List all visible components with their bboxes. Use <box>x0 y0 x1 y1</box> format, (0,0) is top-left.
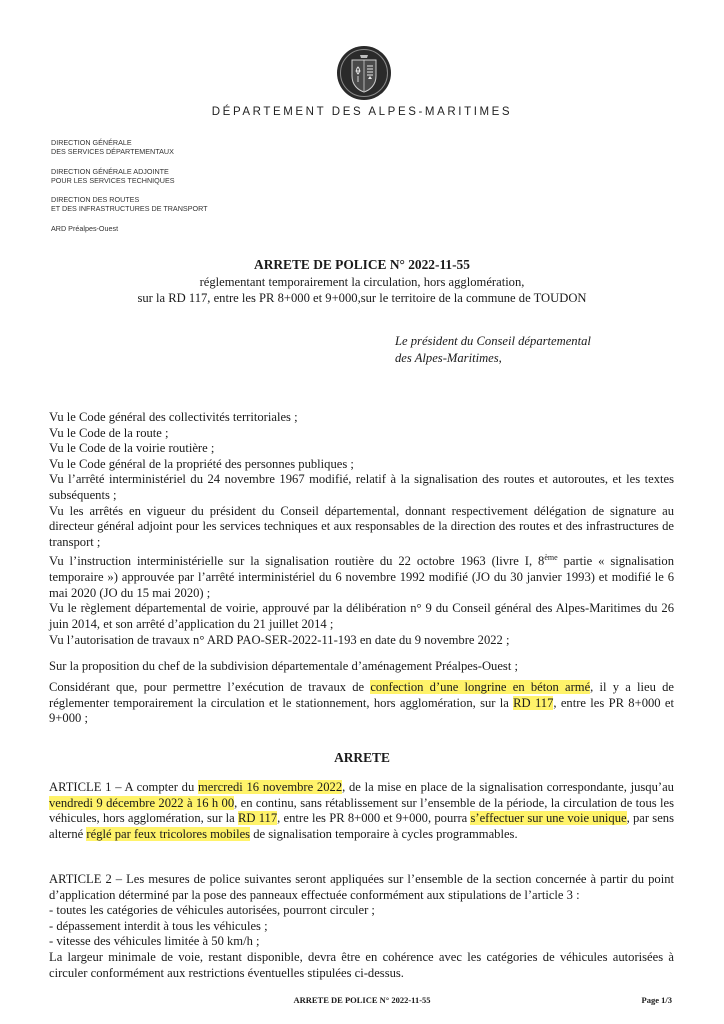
department-name: DÉPARTEMENT DES ALPES-MARITIMES <box>211 106 513 118</box>
legal-basis-item: Vu l’instruction interministérielle sur la signalisation routière du 22 octobre 1963 (livre I, 8ème partie « signalisation temporaire ») approuvée par l’arrêté interministériel du 6 novembre 1992 modifié (JO du 30 janvier 1993) et modifié le 6 mai 2020 (JO du 15 mai 2020) ; <box>49 553 674 600</box>
article-2 <box>49 872 674 981</box>
highlight-single-lane: s’effectuer sur une voie unique <box>470 811 627 826</box>
article-2-item: - vitesse des véhicules limitée à 50 km/h ; <box>49 934 260 949</box>
legal-basis-item: Vu le Code de la voirie routière ; <box>49 441 215 456</box>
article-2-intro: ARTICLE 2 – Les mesures de police suivantes seront appliquées sur l’ensemble de la section concernée à partir du point d’application déterminé par la pose des panneaux effectuée conformément aux stipulations de l’article 3 : <box>49 872 674 902</box>
legal-basis-item: Vu le Code général des collectivités territoriales ; <box>49 410 298 424</box>
highlight-traffic-lights: réglé par feux tricolores mobiles <box>86 826 251 841</box>
coat-of-arms-seal-icon <box>336 45 392 101</box>
decree-title-block <box>0 257 724 306</box>
president-signatory: Le président du Conseil départemental des Alpes-Maritimes, <box>395 334 591 365</box>
considerant-paragraph: Considérant que, pour permettre l’exécution de travaux de confection d’une longrine en béton armé, il y a lieu de réglementer temporairement la circulation et le stationnement, hors agglomération, sur la RD 117, entre les PR 8+000 et 9+000 ; <box>49 680 674 726</box>
service-dga: DIRECTION GÉNÉRALE ADJOINTE POUR LES SERVICES TECHNIQUES <box>51 166 175 185</box>
legal-basis-item: Vu le règlement départemental de voirie, approuvé par la délibération n° 9 du Conseil général des Alpes-Maritimes du 26 juin 2014, et son arrêté d’application du 21 juillet 2014 ; <box>49 601 674 631</box>
page-number: Page 1/3 <box>641 995 672 1005</box>
article-2-item: - toutes les catégories de véhicules autorisées, pourront circuler ; <box>49 903 375 918</box>
decree-title: ARRETE DE POLICE N° 2022-11-55 <box>254 257 470 272</box>
article-2-item: - dépassement interdit à tous les véhicules ; <box>49 918 268 933</box>
proposition-paragraph: Sur la proposition du chef de la subdivision départementale d’aménagement Préalpes-Ouest ; <box>49 659 518 673</box>
issuing-services <box>51 138 208 233</box>
highlight-works: confection d’une longrine en béton armé <box>370 680 591 694</box>
highlight-road: RD 117 <box>513 695 554 710</box>
footer-title: ARRETE DE POLICE N° 2022-11-55 <box>293 995 431 1005</box>
arrete-heading: ARRETE <box>334 750 390 765</box>
article-1: ARTICLE 1 – A compter du mercredi 16 novembre 2022, de la mise en place de la signalisation correspondante, jusqu’au vendredi 9 décembre 2022 à 16 h 00, en continu, sans rétablissement sur l’ensemble de la période, la circulation de tous les véhicules, hors agglomération, sur la RD 117, entre les PR 8+000 et 9+000, pourra s’effectuer sur une voie unique, par sens alterné réglé par feux tricolores mobiles de signalisation temporaire à cycles programmables. <box>49 780 674 841</box>
decree-subtitle-line2: sur la RD 117, entre les PR 8+000 et 9+000,sur le territoire de la commune de TOUDON <box>137 290 587 305</box>
legal-basis-item: Vu le Code général de la propriété des personnes publiques ; <box>49 456 354 471</box>
legal-basis-item: Vu les arrêtés en vigueur du président du Conseil départemental, donnant respectivement délégation de signature au directeur général adjoint pour les services techniques et aux responsables de la direction des routes et des infrastructures de transport ; <box>49 503 674 549</box>
legal-basis-item: Vu le Code de la route ; <box>49 425 169 440</box>
service-drit: DIRECTION DES ROUTES ET DES INFRASTRUCTURES DE TRANSPORT <box>51 195 208 214</box>
service-dgs: DIRECTION GÉNÉRALE DES SERVICES DÉPARTEMENTAUX <box>51 138 174 157</box>
legal-basis-list <box>49 410 674 648</box>
service-ard: ARD Préalpes-Ouest <box>51 223 119 233</box>
legal-basis-item: Vu l’arrêté interministériel du 24 novembre 1967 modifié, relatif à la signalisation des routes et autoroutes, et les textes subséquents ; <box>49 472 674 502</box>
highlight-road: RD 117 <box>237 811 278 826</box>
legal-basis-item: Vu l’autorisation de travaux n° ARD PAO-SER-2022-11-193 en date du 9 novembre 2022 ; <box>49 632 510 647</box>
article-2-closing: La largeur minimale de voie, restant disponible, devra être en cohérence avec les catégories de véhicules autorisées à circuler conformément aux restrictions éventuelles stipulées ci-dessus. <box>49 949 674 980</box>
decree-subtitle-line1: réglementant temporairement la circulation, hors agglomération, <box>199 275 525 289</box>
highlight-end-date: vendredi 9 décembre 2022 à 16 h 00 <box>49 795 235 810</box>
highlight-start-date: mercredi 16 novembre 2022 <box>198 780 343 794</box>
